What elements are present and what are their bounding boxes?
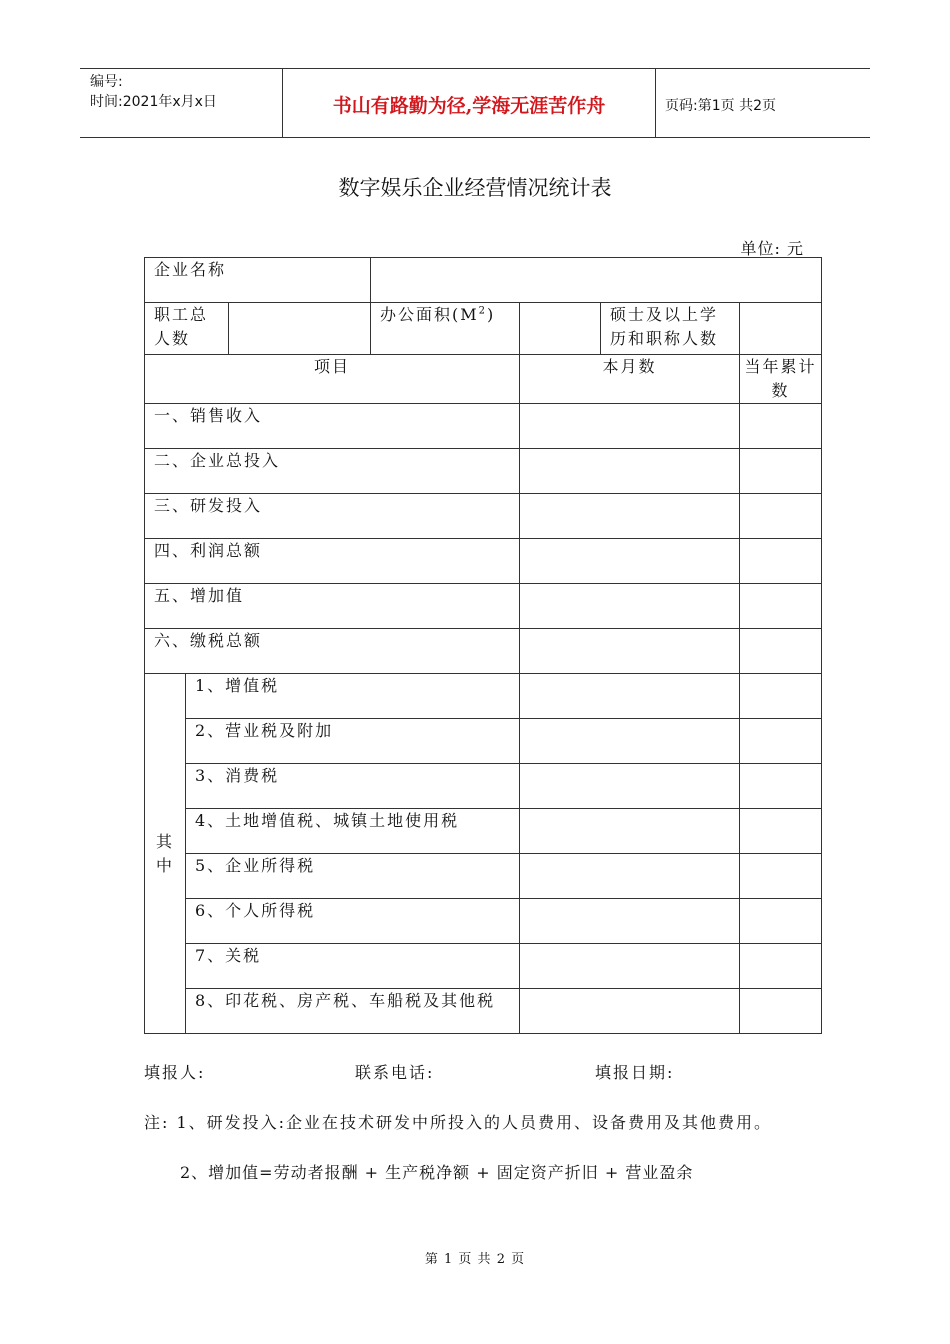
office-area-superscript: 2 xyxy=(478,305,488,317)
document-time-label: 时间:2021年x月x日 xyxy=(90,94,217,110)
company-name-field[interactable] xyxy=(371,258,822,303)
row-label: 二、企业总投入 xyxy=(145,449,520,494)
table-row xyxy=(145,494,822,539)
month-value-cell[interactable] xyxy=(520,809,740,854)
ytd-value-cell[interactable] xyxy=(740,719,822,764)
ytd-value-cell[interactable] xyxy=(740,629,822,674)
masters-field[interactable] xyxy=(740,303,822,355)
table-row xyxy=(145,764,822,809)
table-row xyxy=(145,629,822,674)
row-label: 4、土地增值税、城镇土地使用税 xyxy=(186,809,520,854)
header-meta-cell xyxy=(80,69,282,137)
table-row xyxy=(145,854,822,899)
row-label: 7、关税 xyxy=(186,944,520,989)
table-row xyxy=(145,809,822,854)
statistics-table xyxy=(144,257,822,1034)
header-page-cell xyxy=(655,69,870,137)
row-label: 1、增值税 xyxy=(186,674,520,719)
column-header-ytd: 当年累计数 xyxy=(740,355,822,404)
month-value-cell[interactable] xyxy=(520,764,740,809)
month-value-cell[interactable] xyxy=(520,899,740,944)
header-motto: 书山有路勤为径,学海无涯苦作舟 xyxy=(332,95,606,117)
filler-label: 填报人: xyxy=(144,1063,206,1082)
month-value-cell[interactable] xyxy=(520,629,740,674)
table-row xyxy=(145,719,822,764)
table-row xyxy=(145,944,822,989)
column-header-row xyxy=(145,355,822,404)
sub-rows xyxy=(145,674,822,1034)
ytd-value-cell[interactable] xyxy=(740,764,822,809)
sub-group-label-line2: 中 xyxy=(155,855,174,875)
ytd-value-cell[interactable] xyxy=(740,899,822,944)
document-title: 数字娱乐企业经营情况统计表 xyxy=(338,176,612,200)
page-number: 第 1 页 共 2 页 xyxy=(424,1252,526,1267)
month-value-cell[interactable] xyxy=(520,674,740,719)
month-value-cell[interactable] xyxy=(520,854,740,899)
employees-label xyxy=(145,303,229,355)
table-row xyxy=(145,989,822,1034)
month-value-cell[interactable] xyxy=(520,494,740,539)
row-label: 五、增加值 xyxy=(145,584,520,629)
masters-label xyxy=(601,303,740,355)
header-motto-cell xyxy=(282,69,656,137)
row-label: 2、营业税及附加 xyxy=(186,719,520,764)
row-label: 8、印花税、房产税、车船税及其他税 xyxy=(186,989,520,1034)
note-2: 2、增加值=劳动者报酬 + 生产税净额 + 固定资产折旧 + 营业盈余 xyxy=(180,1163,694,1182)
table-row xyxy=(145,449,822,494)
sub-group-label xyxy=(145,674,186,1034)
masters-label-line2: 历和职称人数 xyxy=(610,329,719,348)
date-label: 填报日期: xyxy=(595,1063,675,1082)
ytd-value-cell[interactable] xyxy=(740,989,822,1034)
month-value-cell[interactable] xyxy=(520,584,740,629)
ytd-value-cell[interactable] xyxy=(740,809,822,854)
row-label: 3、消费税 xyxy=(186,764,520,809)
month-value-cell[interactable] xyxy=(520,539,740,584)
page-header xyxy=(80,68,870,138)
column-header-item: 项目 xyxy=(145,355,520,404)
company-name-label: 企业名称 xyxy=(145,258,371,303)
employees-label-line2: 人数 xyxy=(154,329,191,348)
employees-field[interactable] xyxy=(229,303,371,355)
phone-label: 联系电话: xyxy=(355,1063,435,1082)
unit-label: 单位: 元 xyxy=(740,239,804,258)
office-area-text: 办公面积(M xyxy=(380,305,479,324)
row-label: 三、研发投入 xyxy=(145,494,520,539)
row-label: 5、企业所得税 xyxy=(186,854,520,899)
office-area-label xyxy=(371,303,520,355)
note-1: 注: 1、研发投入:企业在技术研发中所投入的人员费用、设备费用及其他费用。 xyxy=(144,1113,773,1132)
ytd-value-cell[interactable] xyxy=(740,539,822,584)
month-value-cell[interactable] xyxy=(520,404,740,449)
month-value-cell[interactable] xyxy=(520,989,740,1034)
table-row xyxy=(145,674,822,719)
ytd-value-cell[interactable] xyxy=(740,944,822,989)
table-row xyxy=(145,539,822,584)
ytd-value-cell[interactable] xyxy=(740,404,822,449)
header-page-code: 页码:第1页 共2页 xyxy=(665,98,776,114)
main-rows xyxy=(145,404,822,674)
ytd-value-cell[interactable] xyxy=(740,449,822,494)
company-name-row xyxy=(145,258,822,303)
ytd-value-cell[interactable] xyxy=(740,854,822,899)
ytd-value-cell[interactable] xyxy=(740,494,822,539)
table-row xyxy=(145,899,822,944)
masters-label-line1: 硕士及以上学 xyxy=(610,305,719,324)
row-label: 6、个人所得税 xyxy=(186,899,520,944)
table-row xyxy=(145,584,822,629)
ytd-value-cell[interactable] xyxy=(740,674,822,719)
row-label: 六、缴税总额 xyxy=(145,629,520,674)
row-label: 四、利润总额 xyxy=(145,539,520,584)
month-value-cell[interactable] xyxy=(520,944,740,989)
month-value-cell[interactable] xyxy=(520,719,740,764)
employees-label-line1: 职工总 xyxy=(154,305,209,324)
staff-row xyxy=(145,303,822,355)
sub-group-label-line1: 其 xyxy=(155,831,174,851)
office-area-close: ) xyxy=(487,305,496,324)
row-label: 一、销售收入 xyxy=(145,404,520,449)
table-row xyxy=(145,404,822,449)
ytd-value-cell[interactable] xyxy=(740,584,822,629)
column-header-month: 本月数 xyxy=(520,355,740,404)
month-value-cell[interactable] xyxy=(520,449,740,494)
document-number-label: 编号: xyxy=(90,74,123,90)
office-area-field[interactable] xyxy=(520,303,601,355)
